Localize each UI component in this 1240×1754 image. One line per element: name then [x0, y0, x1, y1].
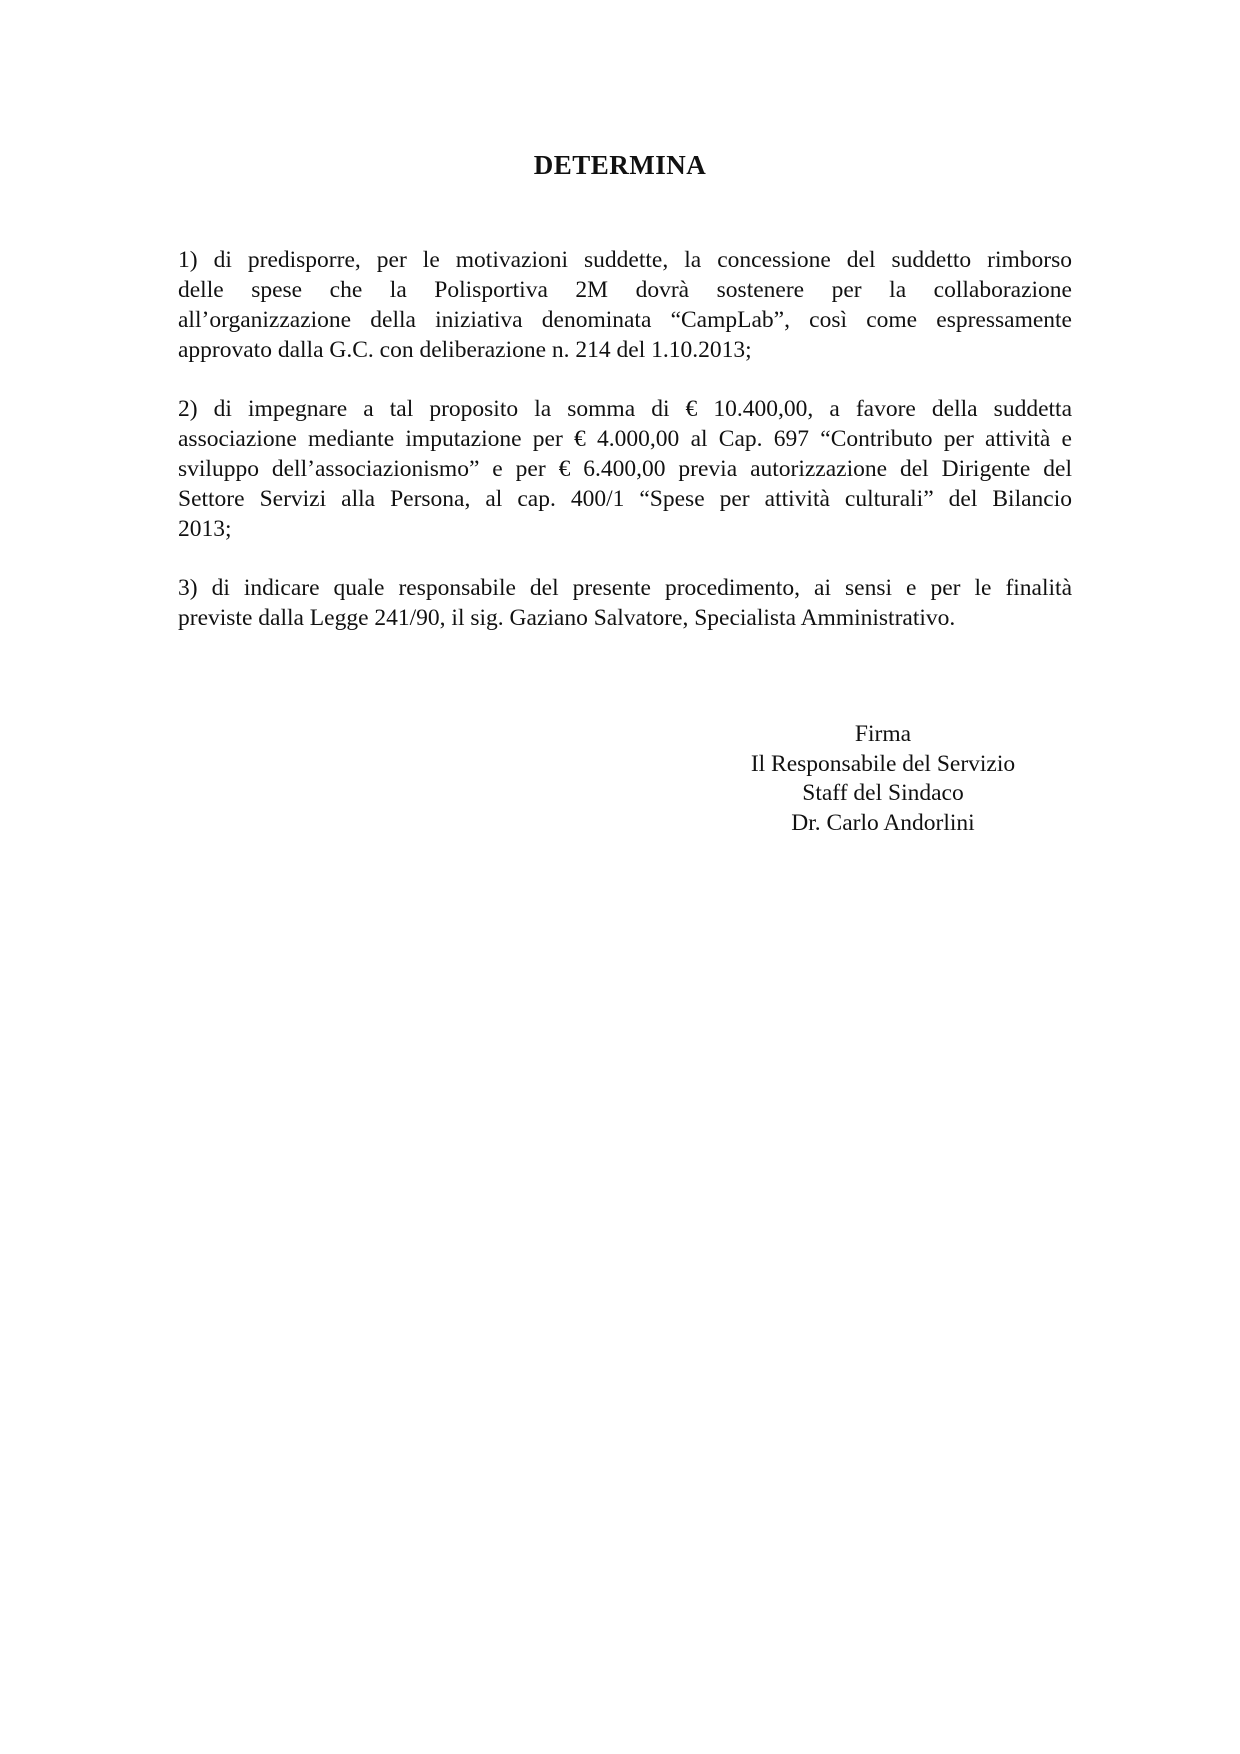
signature-office: Staff del Sindaco	[802, 780, 964, 806]
signature-name: Dr. Carlo Andorlini	[791, 809, 975, 836]
paragraph-1	[178, 245, 1072, 365]
document-title: DETERMINA	[533, 150, 707, 180]
paragraph-2	[178, 394, 1072, 544]
paragraph-line: associazione mediante imputazione per € 4.000,00 al Cap. 697 “Contributo per attività e	[178, 426, 1072, 452]
paragraph-3	[178, 573, 1072, 633]
paragraph-line: 2013;	[178, 516, 232, 542]
paragraph-line: delle spese che la Polisportiva 2M dovrà sostenere per la collaborazione	[178, 277, 1072, 303]
paragraph-line: sviluppo dell’associazionismo” e per € 6.400,00 previa autorizzazione del Dirigente del	[178, 456, 1072, 482]
paragraph-line: 3) di indicare quale responsabile del presente procedimento, ai sensi e per le finalità	[178, 575, 1072, 601]
signature-role: Il Responsabile del Servizio	[750, 750, 1016, 777]
paragraph-line: previste dalla Legge 241/90, il sig. Gaziano Salvatore, Specialista Amministrativo.	[178, 605, 956, 631]
paragraph-line: Settore Servizi alla Persona, al cap. 400/1 “Spese per attività culturali” del Bilancio	[178, 486, 1072, 512]
paragraph-line: approvato dalla G.C. con deliberazione n. 214 del 1.10.2013;	[178, 337, 752, 363]
paragraph-line: 2) di impegnare a tal proposito la somma di € 10.400,00, a favore della suddetta	[178, 396, 1072, 422]
paragraph-line: 1) di predisporre, per le motivazioni suddette, la concessione del suddetto rimborso	[178, 247, 1072, 273]
signature-block	[683, 720, 1083, 838]
paragraph-line: all’organizzazione della iniziativa denominata “CampLab”, così come espressamente	[178, 307, 1072, 333]
signature-label: Firma	[854, 721, 912, 747]
